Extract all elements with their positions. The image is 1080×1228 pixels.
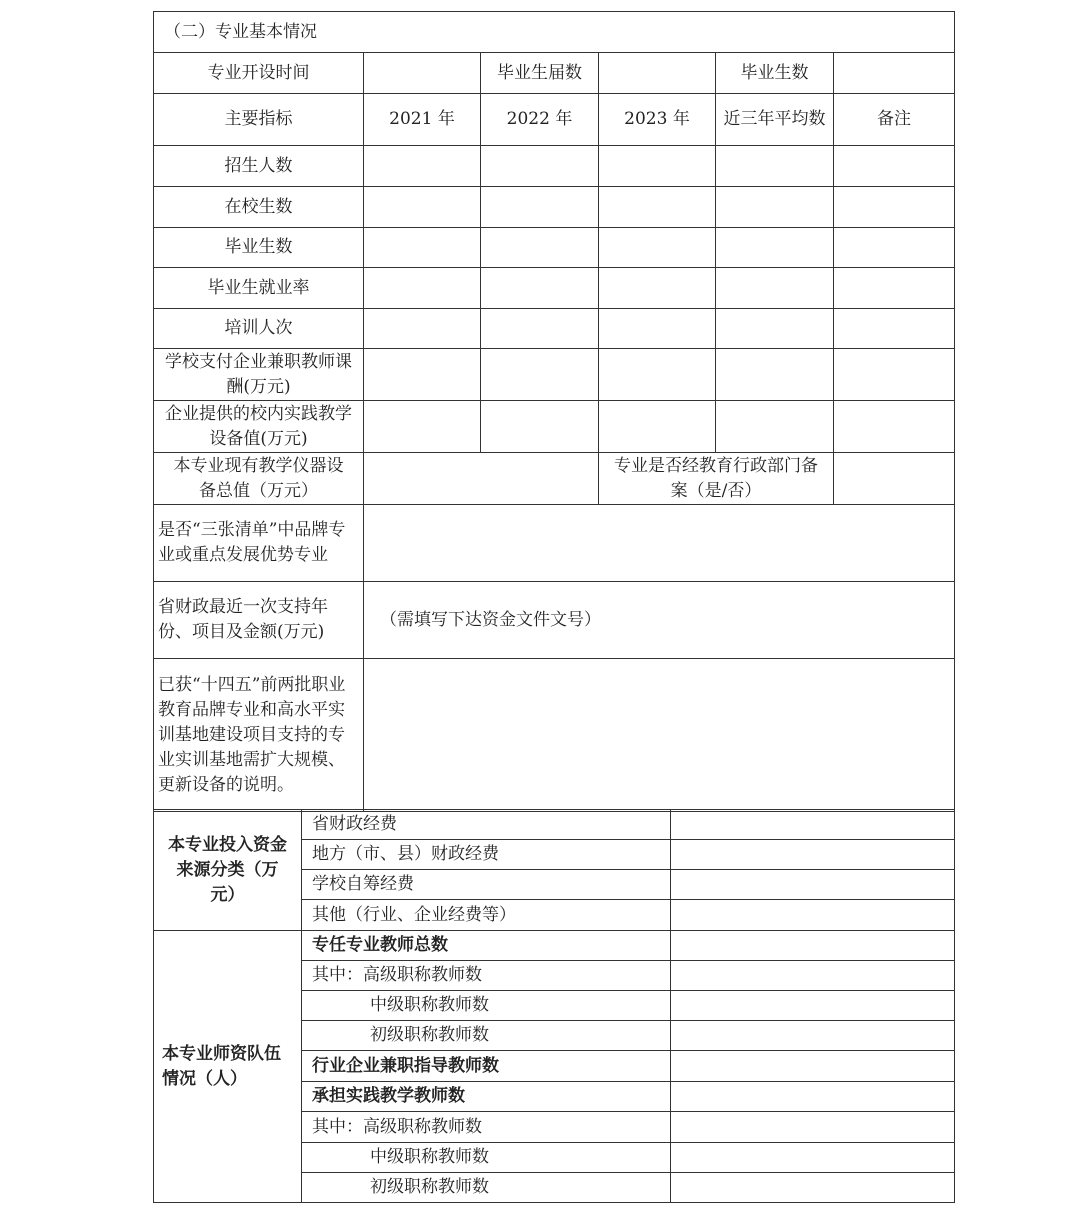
faculty-value-cell[interactable] — [671, 1173, 955, 1203]
faculty-value-cell[interactable] — [671, 961, 955, 991]
main-indicator-header: 主要指标 — [154, 94, 364, 146]
grad-count-label: 毕业生数 — [716, 53, 834, 94]
faculty-item: 初级职称教师数 — [302, 1173, 671, 1203]
data-cell[interactable] — [716, 228, 834, 268]
data-cell[interactable] — [834, 187, 955, 228]
data-cell[interactable] — [599, 146, 716, 187]
data-cell[interactable] — [481, 187, 599, 228]
data-cell[interactable] — [599, 228, 716, 268]
indicator-label: 招生人数 — [154, 146, 364, 187]
data-cell[interactable] — [481, 309, 599, 349]
brand-value-cell[interactable] — [364, 505, 955, 582]
faculty-value-cell[interactable] — [671, 1021, 955, 1051]
data-cell[interactable] — [481, 349, 599, 401]
year-2021-header: 2021 年 — [364, 94, 481, 146]
data-cell[interactable] — [716, 187, 834, 228]
data-cell[interactable] — [716, 401, 834, 453]
funding-item: 省财政经费 — [302, 810, 671, 840]
indicator-label: 毕业生就业率 — [154, 268, 364, 309]
data-cell[interactable] — [599, 268, 716, 309]
data-cell[interactable] — [599, 187, 716, 228]
data-cell[interactable] — [599, 309, 716, 349]
record-value-cell[interactable] — [834, 453, 955, 505]
indicator-label: 学校支付企业兼职教师课酬(万元) — [154, 349, 364, 401]
data-cell[interactable] — [364, 309, 481, 349]
funding-value-cell[interactable] — [671, 900, 955, 931]
data-cell[interactable] — [481, 228, 599, 268]
data-cell[interactable] — [599, 349, 716, 401]
finance-note[interactable]: （需填写下达资金文件文号） — [364, 582, 955, 659]
section-title: （二）专业基本情况 — [154, 12, 955, 53]
data-cell[interactable] — [716, 268, 834, 309]
faculty-item: 中级职称教师数 — [302, 1143, 671, 1173]
data-cell[interactable] — [834, 401, 955, 453]
data-cell[interactable] — [364, 187, 481, 228]
faculty-value-cell[interactable] — [671, 1082, 955, 1112]
data-cell[interactable] — [481, 146, 599, 187]
funding-label: 本专业投入资金来源分类（万元） — [154, 810, 302, 931]
faculty-item: 其中：高级职称教师数 — [302, 961, 671, 991]
faculty-item: 其中：高级职称教师数 — [302, 1112, 671, 1143]
data-cell[interactable] — [716, 309, 834, 349]
faculty-value-cell[interactable] — [671, 1112, 955, 1143]
faculty-item: 承担实践教学教师数 — [302, 1082, 671, 1112]
indicator-label: 培训人次 — [154, 309, 364, 349]
faculty-item: 中级职称教师数 — [302, 991, 671, 1021]
finance-label: 省财政最近一次支持年份、项目及金额(万元) — [154, 582, 364, 659]
data-cell[interactable] — [364, 228, 481, 268]
base-label: 已获“十四五”前两批职业教育品牌专业和高水平实训基地建设项目支持的专业实训基地需扩大规模、更新设备的说明。 — [154, 659, 364, 812]
data-cell[interactable] — [364, 401, 481, 453]
basic-info-table — [153, 11, 955, 812]
faculty-value-cell[interactable] — [671, 931, 955, 961]
funding-value-cell[interactable] — [671, 840, 955, 870]
data-cell[interactable] — [364, 349, 481, 401]
data-cell[interactable] — [481, 401, 599, 453]
indicator-label: 在校生数 — [154, 187, 364, 228]
funding-item: 地方（市、县）财政经费 — [302, 840, 671, 870]
grad-sessions-label: 毕业生届数 — [481, 53, 599, 94]
data-cell[interactable] — [364, 146, 481, 187]
data-cell[interactable] — [834, 146, 955, 187]
data-cell[interactable] — [364, 268, 481, 309]
avg-header: 近三年平均数 — [716, 94, 834, 146]
data-cell[interactable] — [481, 268, 599, 309]
funding-value-cell[interactable] — [671, 810, 955, 840]
data-cell[interactable] — [834, 309, 955, 349]
faculty-value-cell[interactable] — [671, 991, 955, 1021]
faculty-item: 专任专业教师总数 — [302, 931, 671, 961]
equipment-value-cell[interactable] — [364, 453, 599, 505]
grad-count-cell[interactable] — [834, 53, 955, 94]
open-time-label: 专业开设时间 — [154, 53, 364, 94]
data-cell[interactable] — [834, 349, 955, 401]
equipment-label: 本专业现有教学仪器设备总值（万元） — [154, 453, 364, 505]
base-value-cell[interactable] — [364, 659, 955, 812]
data-cell[interactable] — [834, 228, 955, 268]
data-cell[interactable] — [716, 146, 834, 187]
indicator-label: 毕业生数 — [154, 228, 364, 268]
faculty-item: 初级职称教师数 — [302, 1021, 671, 1051]
year-2023-header: 2023 年 — [599, 94, 716, 146]
data-cell[interactable] — [599, 401, 716, 453]
record-label: 专业是否经教育行政部门备案（是/否） — [599, 453, 834, 505]
funding-item: 学校自筹经费 — [302, 870, 671, 900]
faculty-value-cell[interactable] — [671, 1051, 955, 1082]
remarks-header: 备注 — [834, 94, 955, 146]
faculty-label: 本专业师资队伍情况（人） — [154, 931, 302, 1203]
indicator-label: 企业提供的校内实践教学设备值(万元) — [154, 401, 364, 453]
brand-label: 是否“三张清单”中品牌专业或重点发展优势专业 — [154, 505, 364, 582]
data-cell[interactable] — [716, 349, 834, 401]
year-2022-header: 2022 年 — [481, 94, 599, 146]
grad-sessions-cell[interactable] — [599, 53, 716, 94]
data-cell[interactable] — [834, 268, 955, 309]
faculty-value-cell[interactable] — [671, 1143, 955, 1173]
funding-item: 其他（行业、企业经费等） — [302, 900, 671, 931]
funding-value-cell[interactable] — [671, 870, 955, 900]
open-time-cell[interactable] — [364, 53, 481, 94]
funding-faculty-table — [153, 809, 955, 1203]
faculty-item: 行业企业兼职指导教师数 — [302, 1051, 671, 1082]
